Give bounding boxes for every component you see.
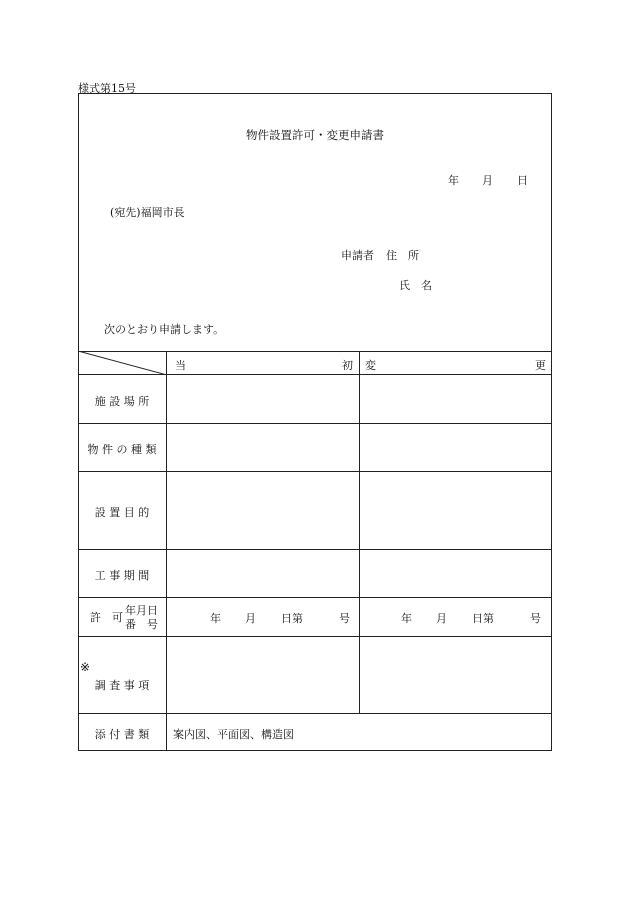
row-label-permit-date: 年月日 [125, 604, 158, 617]
investigation-mark: ※ [80, 660, 91, 674]
intro-text: 次のとおり申請します。 [104, 323, 225, 336]
date-day: 日 [517, 174, 528, 187]
row-line [78, 636, 552, 637]
permit-change-month: 月 [436, 612, 447, 625]
row-label-period: 工 事 期 間 [94, 569, 150, 582]
header-tou: 当 [175, 359, 186, 372]
date-month: 月 [482, 174, 493, 187]
applicant-address: 住 所 [386, 249, 419, 262]
header-sho: 初 [342, 359, 353, 372]
row-label-permit-number: 番 号 [125, 618, 158, 631]
header-hen: 変 [365, 359, 376, 372]
row-label-investigation: 調 査 事 項 [94, 679, 150, 692]
row-line [78, 597, 552, 598]
form-title: 物件設置許可・変更申請書 [246, 128, 384, 142]
row-line [78, 549, 552, 550]
permit-change-year: 年 [401, 612, 412, 625]
permit-orig-month: 月 [245, 612, 256, 625]
addressee: (宛先)福岡市長 [110, 206, 185, 219]
row-label-permit: 許 可 [90, 611, 123, 624]
row-line [78, 713, 552, 714]
header-kou: 更 [535, 359, 546, 372]
applicant-label: 申請者 [341, 249, 374, 262]
row-label-attachments: 添 付 書 類 [94, 728, 150, 741]
form-frame [78, 93, 552, 751]
row-label-object-type: 物 件 の 種 類 [87, 443, 157, 456]
permit-orig-number: 号 [339, 612, 350, 625]
row-line [78, 423, 552, 424]
col-line [166, 351, 167, 751]
row-line [78, 471, 552, 472]
permit-orig-day: 日第 [281, 612, 303, 625]
applicant-name: 氏 名 [399, 279, 432, 292]
col-line [359, 351, 360, 713]
attachments-value: 案内図、平面図、構造図 [173, 728, 294, 741]
date-year: 年 [448, 174, 459, 187]
permit-change-number: 号 [530, 612, 541, 625]
form-number: 様式第15号 [78, 82, 136, 95]
row-label-location: 施 設 場 所 [94, 395, 150, 408]
row-label-purpose: 設 置 目 的 [94, 506, 150, 519]
permit-orig-year: 年 [210, 612, 221, 625]
permit-change-day: 日第 [472, 612, 494, 625]
corner-diagonal [78, 351, 167, 375]
